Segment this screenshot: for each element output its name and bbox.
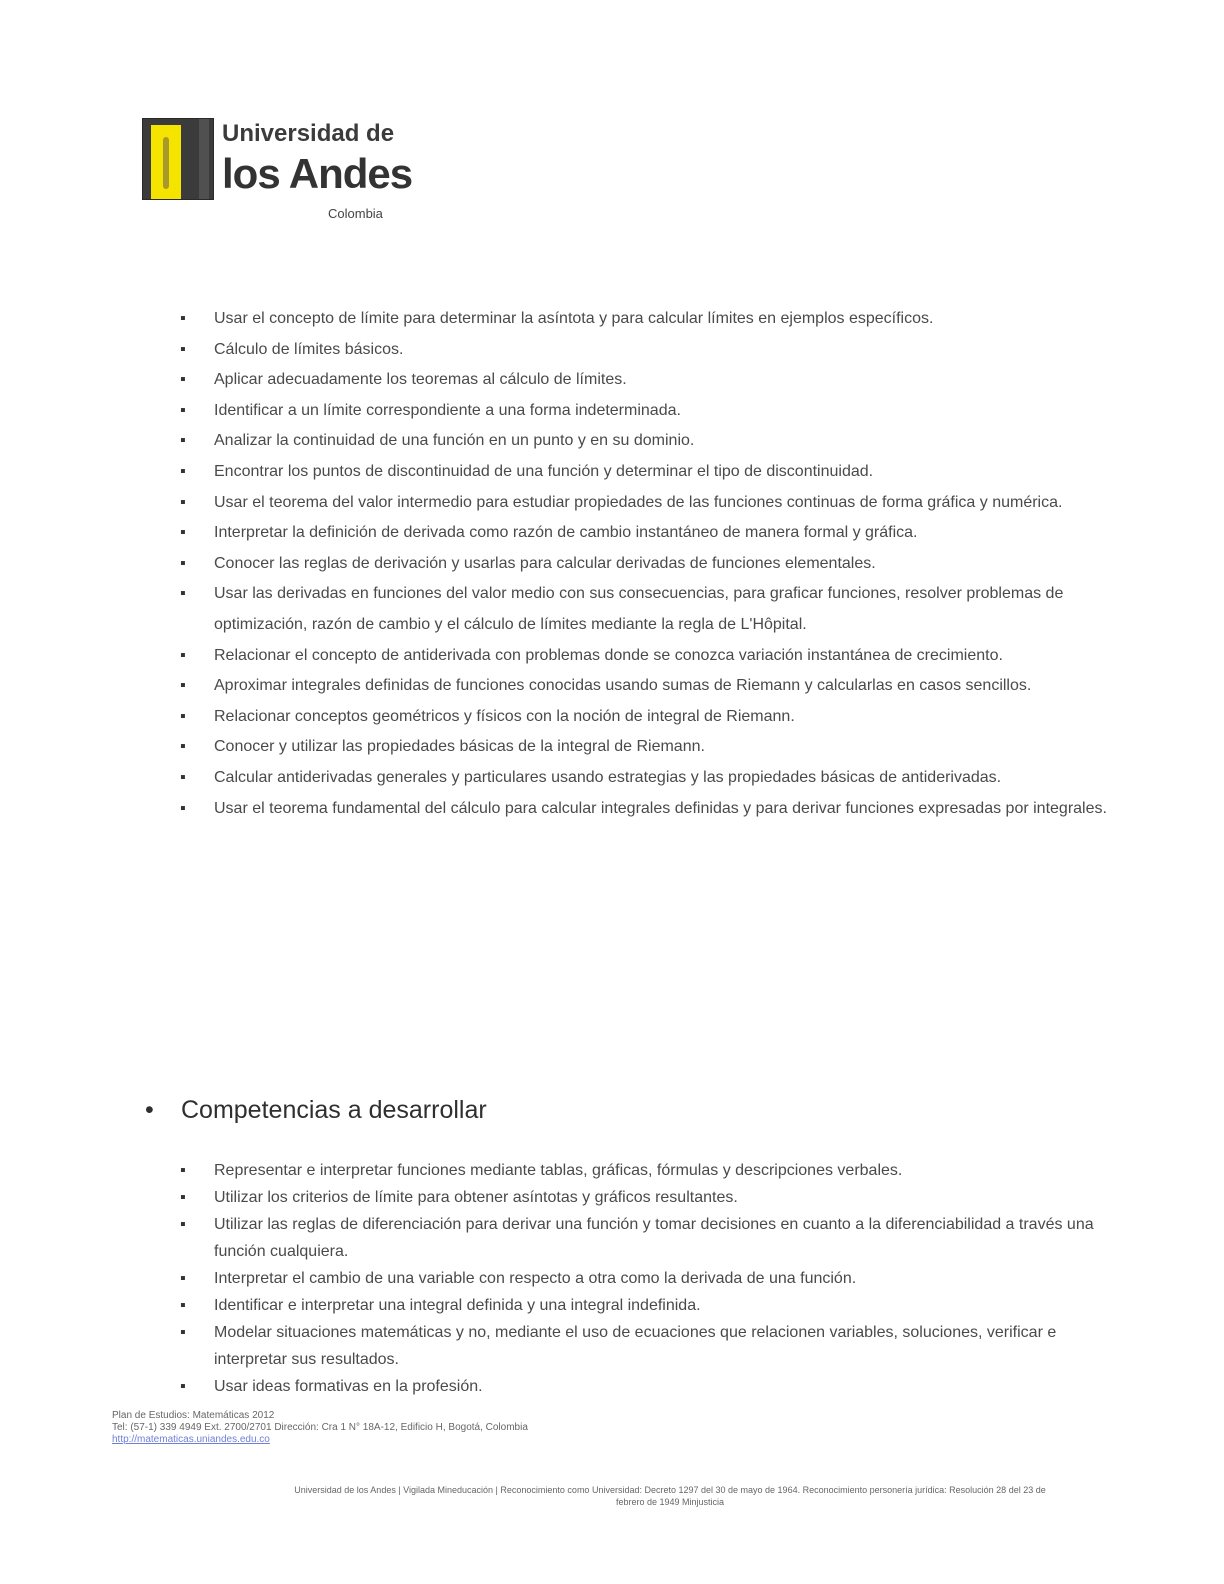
website-link[interactable]: http://matematicas.uniandes.edu.co — [112, 1434, 270, 1445]
list-item: ▪ Analizar la continuidad de una función en un punto y en su dominio. — [180, 426, 1110, 457]
list-item: ▪ Modelar situaciones matemáticas y no, mediante el uso de ecuaciones que relacionen variables, soluciones, verificar e interpretar sus resultados. — [180, 1319, 1126, 1373]
list-item: ▪ Interpretar el cambio de una variable con respecto a otra como la derivada de una función. — [180, 1265, 1126, 1292]
list-item: ▪ Aplicar adecuadamente los teoremas al cálculo de límites. — [180, 365, 1110, 396]
list-item: ▪ Utilizar las reglas de diferenciación para derivar una función y tomar decisiones en cuanto a la diferenciabilidad a través una función cualquiera. — [180, 1211, 1126, 1265]
logo-text-line3: Colombia — [328, 206, 383, 221]
list-item: ▪ Relacionar conceptos geométricos y físicos con la noción de integral de Riemann. — [180, 702, 1110, 733]
contact-line: Plan de Estudios: Matemáticas 2012 — [112, 1410, 275, 1421]
logo-emblem-icon — [142, 118, 214, 200]
list-item: ▪ Conocer y utilizar las propiedades básicas de la integral de Riemann. — [180, 732, 1110, 763]
footer-line: febrero de 1949 Minjusticia — [615, 1497, 725, 1507]
objectives-list — [180, 304, 1110, 824]
list-item: ▪ Usar el concepto de límite para determinar la asíntota y para calcular límites en ejemplos específicos. — [180, 304, 1110, 335]
logo-text-line1: Universidad de — [222, 120, 395, 147]
list-item: ▪ Cálculo de límites básicos. — [180, 335, 1110, 366]
footer-line: Universidad de los Andes | Vigilada Mineducación | Reconocimiento como Universidad: Decreto 1297 del 30 de mayo de 1964. Reconocimiento personería jurídica: Resolución 28 del 23 de — [294, 1485, 1046, 1495]
logo-text-line2: los Andes — [222, 150, 413, 197]
list-item: ▪ Usar las derivadas en funciones del valor medio con sus consecuencias, para graficar funciones, resolver problemas de optimización, razón de cambio y el cálculo de límites mediante la regla de L'Hôpital. — [180, 579, 1110, 640]
list-item: ▪ Calcular antiderivadas generales y particulares usando estrategias y las propiedades básicas de antiderivadas. — [180, 763, 1110, 794]
university-logo — [142, 116, 417, 226]
list-item: ▪ Identificar e interpretar una integral definida y una integral indefinida. — [180, 1292, 1126, 1319]
list-item: ▪ Utilizar los criterios de límite para obtener asíntotas y gráficos resultantes. — [180, 1184, 1126, 1211]
section-heading-text: Competencias a desarrollar — [181, 1096, 487, 1124]
list-item: ▪ Identificar a un límite correspondiente a una forma indeterminada. — [180, 396, 1110, 427]
bullet-icon: • — [145, 1096, 154, 1124]
list-item: ▪ Relacionar el concepto de antiderivada con problemas donde se conozca variación instantánea de crecimiento. — [180, 641, 1110, 672]
list-item: ▪ Usar el teorema fundamental del cálculo para calcular integrales definidas y para derivar funciones expresadas por integrales. — [180, 794, 1110, 825]
page-footer — [160, 1484, 1180, 1508]
list-item: ▪ Representar e interpretar funciones mediante tablas, gráficas, fórmulas y descripciones verbales. — [180, 1157, 1126, 1184]
contact-line: Tel: (57-1) 339 4949 Ext. 2700/2701 Dirección: Cra 1 N° 18A-12, Edificio H, Bogotá, Colombia — [112, 1422, 528, 1433]
contact-note — [112, 1410, 812, 1446]
section-heading — [145, 1096, 745, 1125]
competencias-list — [180, 1157, 1126, 1400]
list-item: ▪ Aproximar integrales definidas de funciones conocidas usando sumas de Riemann y calcularlas en casos sencillos. — [180, 671, 1110, 702]
list-item: ▪ Usar ideas formativas en la profesión. — [180, 1373, 1126, 1400]
list-item: ▪ Conocer las reglas de derivación y usarlas para calcular derivadas de funciones elementales. — [180, 549, 1110, 580]
list-item: ▪ Usar el teorema del valor intermedio para estudiar propiedades de las funciones continuas de forma gráfica y numérica. — [180, 488, 1110, 519]
list-item: ▪ Encontrar los puntos de discontinuidad de una función y determinar el tipo de discontinuidad. — [180, 457, 1110, 488]
list-item: ▪ Interpretar la definición de derivada como razón de cambio instantáneo de manera formal y gráfica. — [180, 518, 1110, 549]
